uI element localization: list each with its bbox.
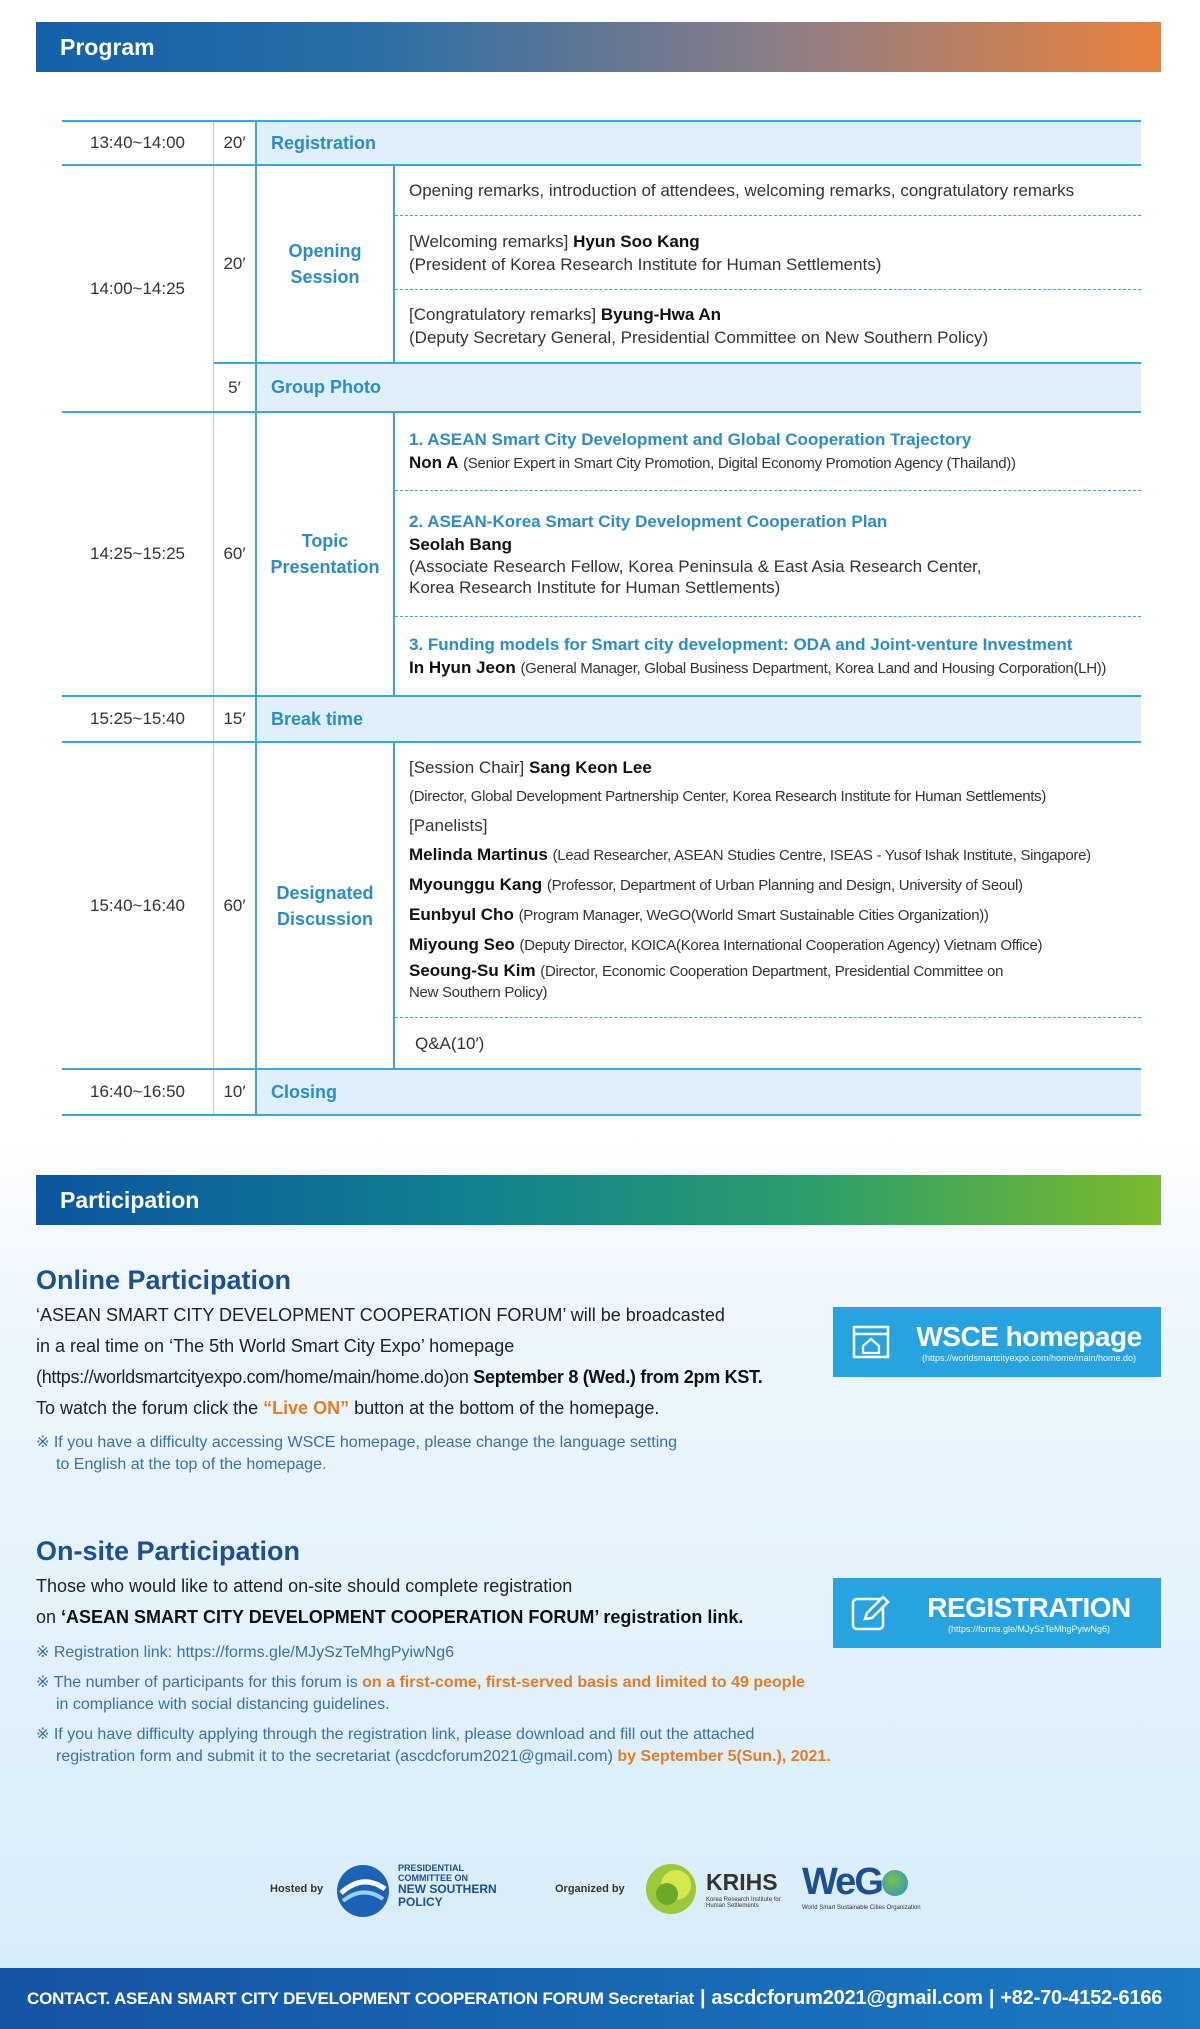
program-table (62, 120, 1141, 1116)
list-item (395, 1018, 1141, 1068)
speaker-affiliation: (Associate Research Fellow, Korea Peninsula & East Asia Research Center, (409, 556, 982, 576)
edit-icon (845, 1591, 897, 1635)
speaker-name: Seolah Bang (409, 534, 512, 554)
speaker-affiliation: (Professor, Department of Urban Planning and Design, University of Seoul) (546, 877, 1023, 894)
speaker-affiliation: (Director, Economic Cooperation Department, Presidential Committee on (540, 963, 1004, 980)
speaker-role: [Congratulatory remarks] (409, 305, 597, 324)
speaker-name: Eunbyul Cho (409, 905, 514, 924)
online-description (36, 1300, 762, 1424)
speaker-affiliation: (President of Korea Research Institute for Human Settlements) (409, 254, 882, 274)
speaker-name: Myounggu Kang (409, 875, 543, 894)
onsite-line: on (36, 1607, 62, 1627)
list-item (395, 216, 1141, 290)
speaker-affiliation: (Lead Researcher, ASEAN Studies Centre, ISEAS - Yusof Ishak Institute, Singapore) (552, 847, 1091, 864)
topic-title: 1. ASEAN Smart City Development and Global Cooperation Trajectory (409, 430, 972, 449)
time-cell: 15:40~16:40 (62, 743, 214, 1068)
deadline-note: by September 5(Sun.), 2021. (617, 1748, 831, 1765)
button-label: REGISTRATION (927, 1592, 1131, 1623)
presidential-committee-name (398, 1863, 497, 1909)
session-detail (395, 166, 1141, 362)
note-line: ※ Registration link: https://forms.gle/MJySzTeMhgPyiwNg6 (36, 1644, 454, 1661)
topic-title: 2. ASEAN-Korea Smart City Development Cooperation Plan (409, 511, 888, 531)
speaker-name: In Hyun Jeon (409, 657, 516, 677)
speaker-affiliation: (Program Manager, WeGO(World Smart Sustainable Cities Organization)) (518, 907, 989, 924)
list-item (395, 491, 1141, 617)
wego-logo (802, 1861, 908, 1904)
contact-email[interactable]: ascdcforum2021@gmail.com (711, 1987, 983, 2009)
note-line: ※ The number of participants for this forum is (36, 1674, 363, 1691)
session-label (257, 413, 395, 695)
speaker-affiliation: Korea Research Institute for Human Settlements) (409, 577, 781, 597)
session-detail (395, 413, 1141, 695)
list-item (395, 166, 1141, 216)
opening-session-label: Opening Session (288, 241, 362, 287)
duration-cell: 20′ (214, 122, 257, 164)
presidential-committee-logo (335, 1863, 391, 1924)
note-line: to English at the top of the homepage. (56, 1456, 327, 1473)
organized-by-label: Organized by (555, 1883, 625, 1895)
krihs-subtitle: Korea Research Institute for Human Settlements (706, 1897, 781, 1909)
speaker-name: Melinda Martinus (409, 845, 548, 864)
duration-cell: 60′ (214, 743, 257, 1068)
speaker-affiliation: (Director, Global Development Partnership Center, Korea Research Institute for Human Settlements) (409, 788, 1047, 805)
speaker-role: [Welcoming remarks] (409, 231, 569, 251)
onsite-description (36, 1571, 743, 1633)
time-cell: 13:40~14:00 (62, 122, 214, 164)
speaker-affiliation: (General Manager, Global Business Department, Korea Land and Housing Corporation(LH)) (520, 659, 1107, 677)
duration-cell: 5′ (214, 364, 257, 411)
onsite-note (36, 1642, 831, 1768)
onsite-participation-title: On-site Participation (36, 1536, 301, 1566)
list-item (395, 617, 1141, 695)
session-detail (395, 743, 1141, 1068)
online-line: To watch the forum click the (36, 1398, 264, 1418)
table-row (62, 697, 1141, 743)
panelists-label: [Panelists] (409, 816, 488, 835)
speaker-affiliation: New Southern Policy) (409, 984, 548, 1001)
hosted-by-label: Hosted by (270, 1883, 324, 1895)
speaker-name: Hyun Soo Kang (573, 231, 700, 251)
registration-button[interactable] (833, 1578, 1161, 1648)
wego-subtitle: World Smart Sustainable Cities Organization (802, 1905, 921, 1911)
button-url: (https://forms.gle/MJySzTeMhgPyiwNg6) (947, 1624, 1111, 1634)
online-participation-title: Online Participation (36, 1265, 292, 1295)
note-line: ※ If you have difficulty applying through the registration link, please download and fill out the attached (36, 1726, 755, 1743)
capacity-note: on a first-come, first-served basis and limited to 49 people (362, 1674, 805, 1691)
program-heading-band (36, 22, 1161, 72)
participation-heading: Participation (60, 1186, 200, 1213)
time-cell: 16:40~16:50 (62, 1070, 214, 1114)
break-time-label: Break time (257, 697, 1141, 741)
list-item (395, 290, 1141, 362)
duration-cell: 10′ (214, 1070, 257, 1114)
online-line: (https://worldsmartcityexpo.com/home/main/home.do)on (36, 1367, 474, 1387)
wego-name: WeG (802, 1861, 882, 1903)
opening-intro: Opening remarks, introduction of attendees, welcoming remarks, congratulatory remarks (409, 181, 1075, 200)
time-cell: 14:25~15:25 (62, 413, 214, 695)
table-row (62, 413, 1141, 697)
online-note (36, 1432, 677, 1476)
note-line: registration form and submit it to the secretariat (ascdcforum2021@gmail.com) (56, 1748, 618, 1765)
contact-label: CONTACT. ASEAN SMART CITY DEVELOPMENT COOPERATION FORUM Secretariat (27, 1988, 694, 2008)
table-row (62, 743, 1141, 1070)
online-line: ‘ASEAN SMART CITY DEVELOPMENT COOPERATION FORUM’ will be broadcasted (36, 1305, 725, 1325)
speaker-name: Non A (409, 453, 459, 472)
designated-discussion-label: Designated Discussion (276, 882, 374, 929)
speaker-role: [Session Chair] (409, 758, 525, 777)
wsce-homepage-button[interactable] (833, 1307, 1161, 1377)
speaker-name: Seoung-Su Kim (409, 961, 536, 980)
duration-cell: 60′ (214, 413, 257, 695)
button-label: WSCE homepage (916, 1321, 1142, 1352)
org-name-line: POLICY (398, 1895, 443, 1909)
contact-phone: +82-70-4152-6166 (1000, 1987, 1163, 2009)
closing-label: Closing (257, 1070, 1141, 1114)
browser-icon (845, 1322, 897, 1362)
globe-icon (882, 1870, 908, 1896)
table-row (62, 1070, 1141, 1116)
contact-footer (0, 1968, 1200, 2029)
button-url: (https://worldsmartcityexpo.com/home/main/home.do) (921, 1353, 1137, 1363)
program-heading: Program (60, 33, 155, 60)
duration-cell: 20′ (214, 166, 257, 362)
forum-name: ‘ASEAN SMART CITY DEVELOPMENT COOPERATION FORUM’ registration link. (61, 1607, 744, 1627)
live-on-label: “Live ON” (263, 1398, 350, 1418)
onsite-line: Those who would like to attend on-site should complete registration (36, 1576, 573, 1596)
participation-heading-band (36, 1175, 1161, 1225)
time-cell: 14:00~14:25 (62, 166, 214, 411)
time-cell: 15:25~15:40 (62, 697, 214, 741)
online-line: button at the bottom of the homepage. (349, 1398, 660, 1418)
duration-cell: 15′ (214, 697, 257, 741)
online-line: in a real time on ‘The 5th World Smart City Expo’ homepage (36, 1336, 515, 1356)
topic-title: 3. Funding models for Smart city development: ODA and Joint-venture Investment (409, 634, 1073, 654)
speaker-name: Sang Keon Lee (529, 758, 652, 777)
note-line: in compliance with social distancing guidelines. (56, 1696, 390, 1713)
speaker-affiliation: (Senior Expert in Smart City Promotion, Digital Economy Promotion Agency (Thailand)) (463, 455, 1016, 472)
broadcast-date: September 8 (Wed.) from 2pm KST. (473, 1367, 763, 1387)
org-name-line: COMMITTEE ON (398, 1873, 468, 1883)
table-row (62, 120, 1141, 166)
session-label (257, 166, 395, 362)
org-name-line: NEW SOUTHERN (398, 1882, 497, 1896)
session-label (257, 743, 395, 1068)
list-item (395, 413, 1141, 491)
speaker-affiliation: (Deputy Secretary General, Presidential Committee on New Southern Policy) (409, 328, 989, 347)
speaker-name: Byung-Hwa An (600, 305, 722, 324)
group-photo-label: Group Photo (257, 364, 1141, 411)
org-name-line: PRESIDENTIAL (398, 1863, 465, 1873)
krihs-name: KRIHS (706, 1869, 778, 1895)
speaker-affiliation: (Deputy Director, KOICA(Korea International Cooperation Agency) Vietnam Office) (519, 937, 1043, 954)
separator: | (699, 1987, 706, 2009)
topic-presentation-label: Topic Presentation (270, 531, 380, 577)
table-row (62, 166, 1141, 413)
sponsor-logos (0, 1855, 1200, 1925)
separator: | (988, 1987, 995, 2009)
krihs-logo-mark (643, 1861, 699, 1922)
registration-label: Registration (257, 122, 1141, 164)
list-item (395, 743, 1141, 1018)
note-line: ※ If you have a difficulty accessing WSCE homepage, please change the language setting (36, 1434, 678, 1451)
speaker-name: Miyoung Seo (409, 935, 515, 954)
qa-label: Q&A(10′) (415, 1033, 485, 1053)
